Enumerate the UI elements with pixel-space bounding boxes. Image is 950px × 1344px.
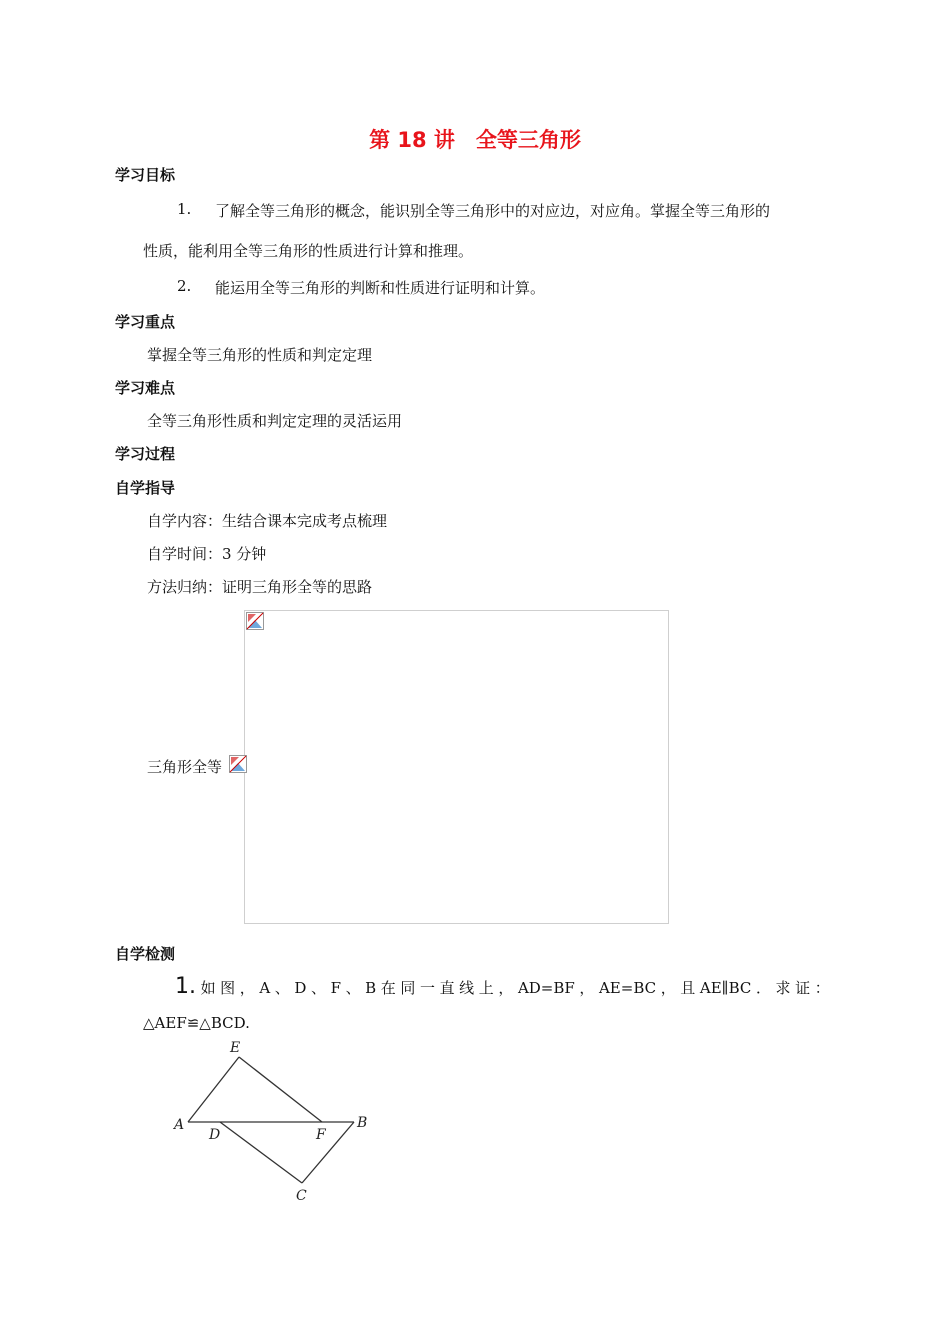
question-1-token: 如 (200, 979, 216, 997)
segment-bc (302, 1122, 354, 1183)
figure-label-congruent: 三角形全等 (147, 758, 223, 776)
question-1-token: 、 (345, 979, 361, 997)
question-1-token: ， (239, 979, 255, 997)
question-1-token: 同 (400, 979, 416, 997)
self-study-heading: 自学指导 (115, 479, 176, 497)
objective-2-text: 能运用全等三角形的判断和性质进行证明和计算。 (215, 279, 546, 297)
objective-1-line2: 性质，能利用全等三角形的性质进行计算和推理。 (143, 242, 474, 260)
segment-cd (220, 1122, 302, 1183)
objectives-heading: 学习目标 (115, 166, 176, 184)
question-1-line2: △AEF≌△BCD. (143, 1014, 250, 1032)
question-1-token: A (259, 979, 271, 997)
question-1-token: 在 (380, 979, 396, 997)
self-study-content: 自学内容：生结合课本完成考点梳理 (147, 512, 388, 530)
label-a: A (174, 1117, 185, 1133)
question-1-token: F (330, 979, 341, 997)
self-study-method: 方法归纳：证明三角形全等的思路 (147, 578, 373, 596)
missing-image-frame (244, 610, 669, 924)
label-b: B (357, 1115, 368, 1131)
question-1-token: AE∥BC (699, 979, 752, 997)
question-1-token: 一 (419, 979, 435, 997)
question-1-token: 且 (680, 979, 696, 997)
broken-image-icon (229, 755, 247, 777)
label-f: F (316, 1127, 326, 1143)
label-e: E (230, 1040, 241, 1056)
question-1-token: ． (755, 979, 771, 997)
objective-1-line1: 了解全等三角形的概念，能识别全等三角形中的对应边，对应角。掌握全等三角形的 (215, 202, 771, 220)
label-c: C (296, 1188, 307, 1204)
question-1-token: ， (498, 979, 514, 997)
question-1-token: 图 (220, 979, 236, 997)
question-1-token: 、 (310, 979, 326, 997)
page-title: 第 18 讲 全等三角形 (369, 128, 581, 152)
geometry-figure (170, 1035, 380, 1205)
question-1-token: ， (579, 979, 595, 997)
question-1-token: ： (814, 979, 830, 997)
question-1-line1 (175, 974, 830, 999)
question-1-token: ， (660, 979, 676, 997)
question-number: 1. (175, 974, 196, 999)
question-1-token: D (294, 979, 307, 997)
key-points-text: 掌握全等三角形的性质和判定定理 (147, 346, 373, 364)
difficulties-text: 全等三角形性质和判定定理的灵活运用 (147, 412, 403, 430)
question-1-token: 直 (439, 979, 455, 997)
question-1-token: 证 (795, 979, 811, 997)
broken-image-icon (246, 612, 264, 634)
self-study-time: 自学时间：3 分钟 (147, 545, 267, 563)
objective-1-number: 1. (177, 200, 192, 218)
question-1-token: AD=BF (517, 979, 575, 997)
difficulties-heading: 学习难点 (115, 379, 176, 397)
question-1-token: 求 (775, 979, 791, 997)
objective-2-number: 2. (177, 277, 192, 295)
segment-ae (188, 1057, 239, 1122)
key-points-heading: 学习重点 (115, 313, 176, 331)
process-heading: 学习过程 (115, 445, 176, 463)
question-1-token: 上 (478, 979, 494, 997)
segment-ef (239, 1057, 322, 1122)
question-1-token: 线 (459, 979, 475, 997)
question-1-token: 、 (274, 979, 290, 997)
self-test-heading: 自学检测 (115, 945, 176, 963)
question-1-token: B (365, 979, 377, 997)
label-d: D (209, 1127, 221, 1143)
question-1-token: AE=BC (598, 979, 657, 997)
